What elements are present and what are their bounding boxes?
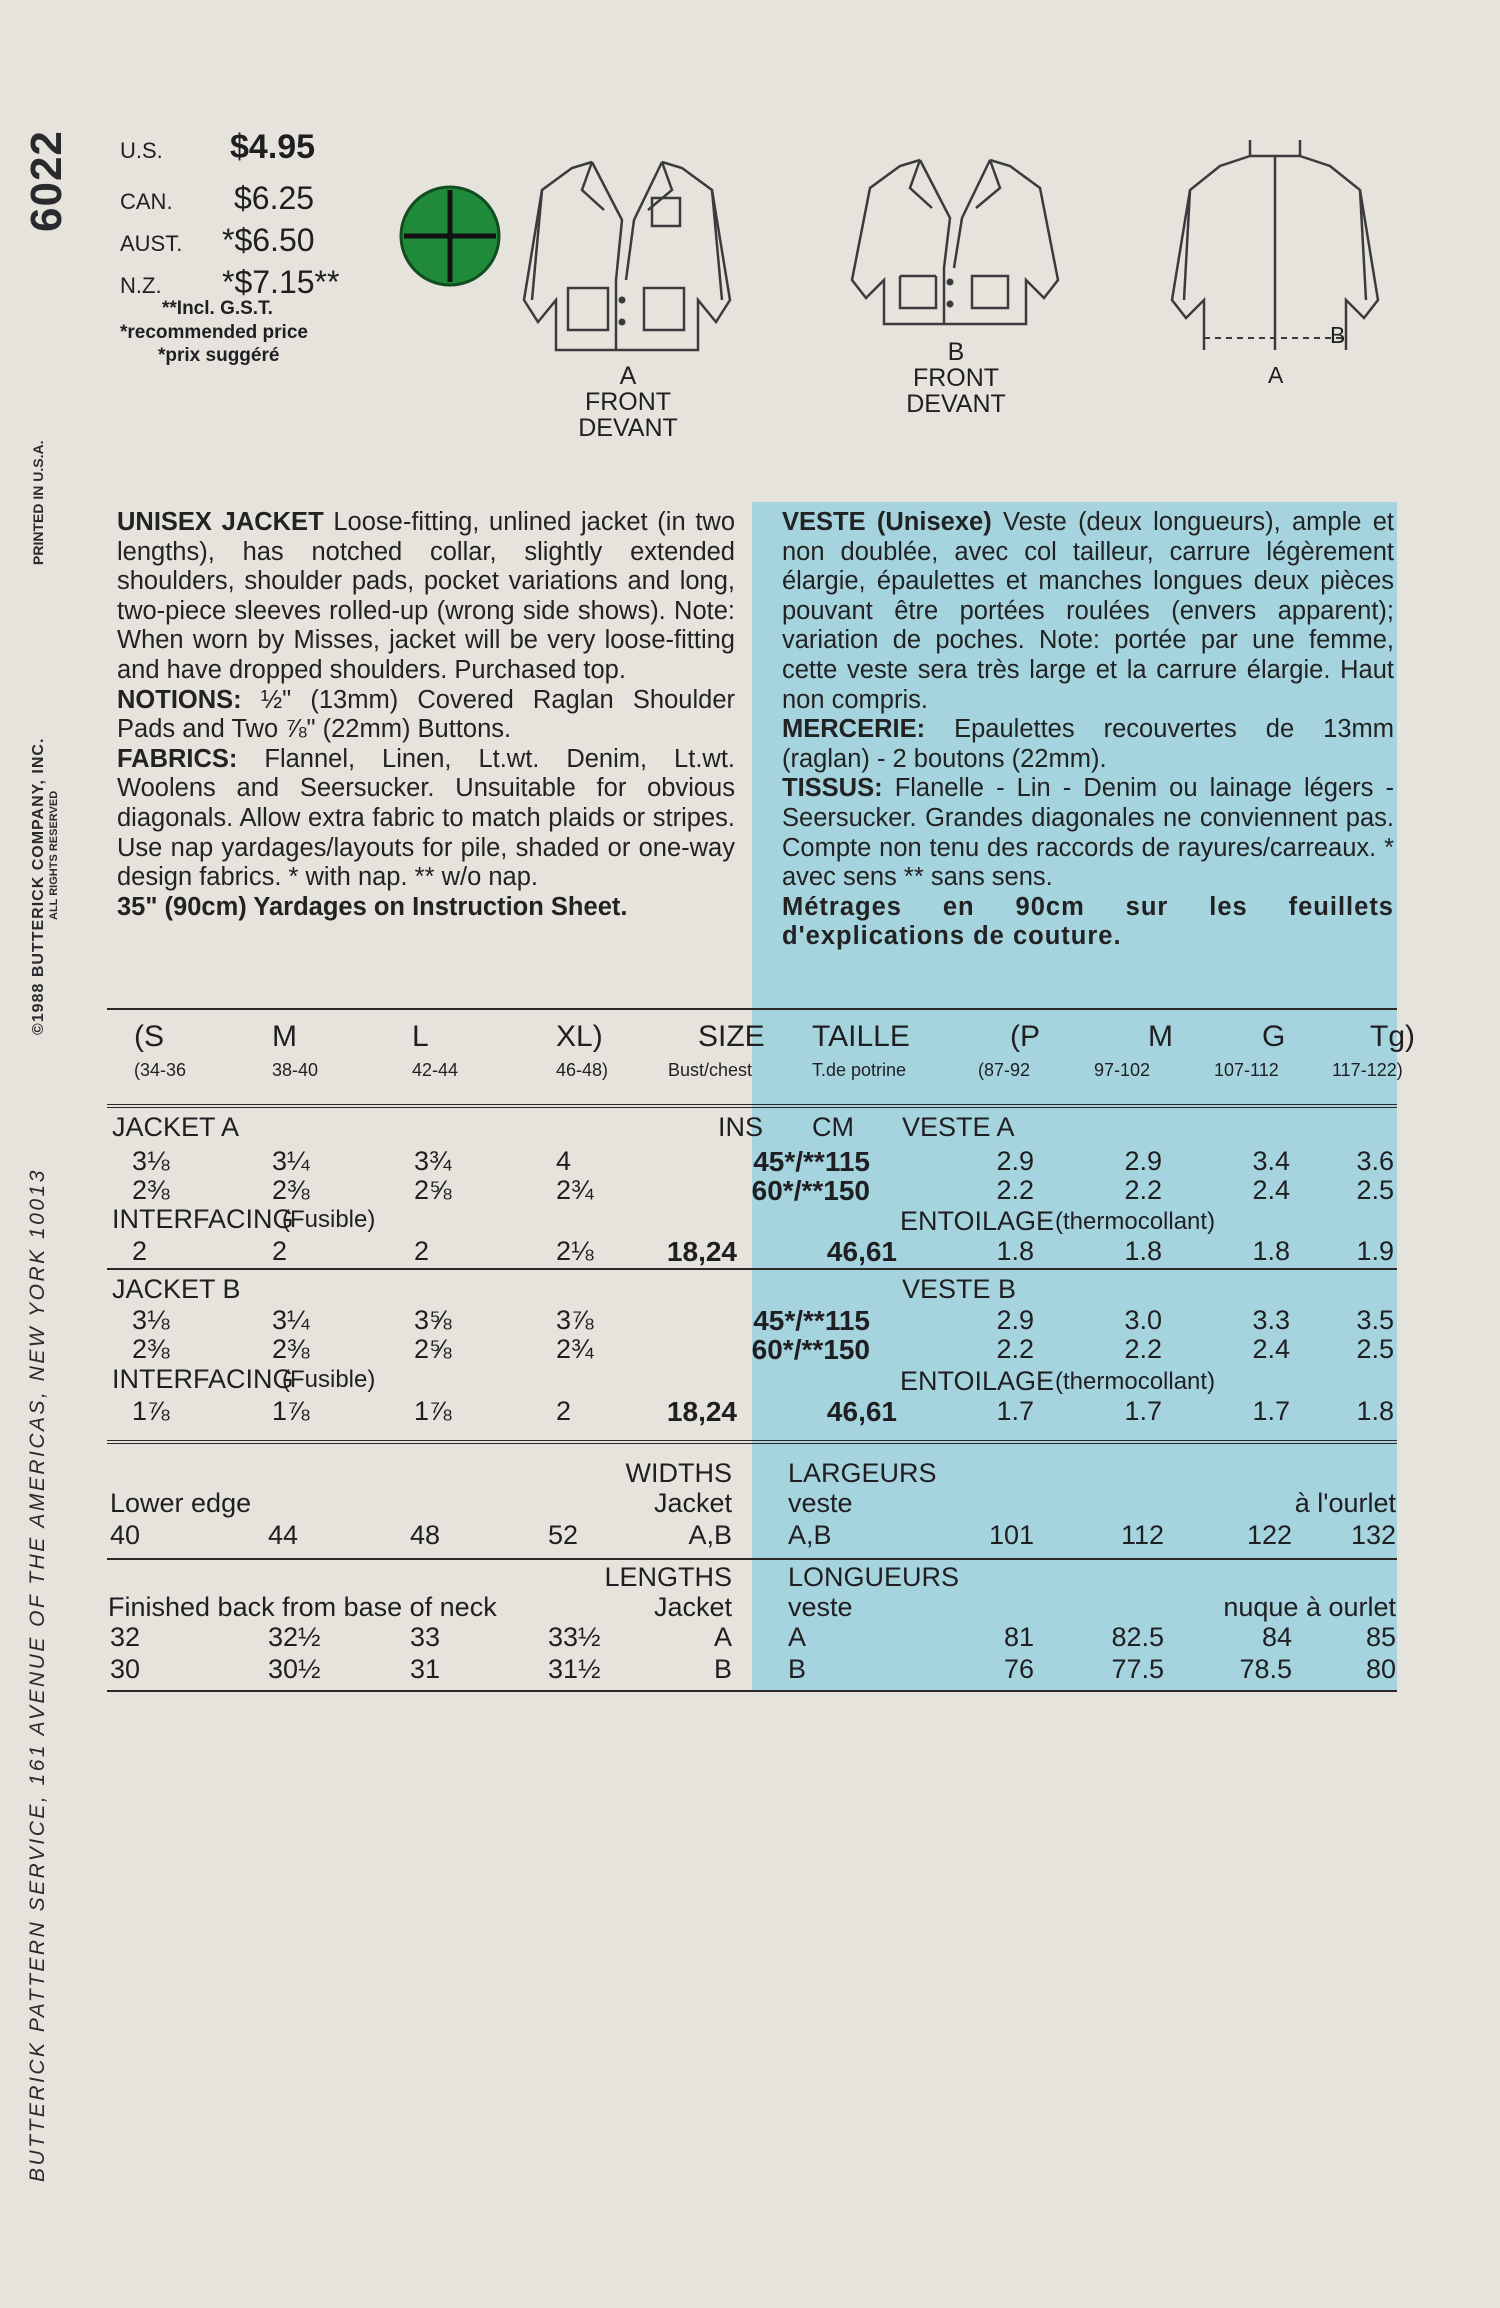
widths-row-fr-2: 122: [1246, 1520, 1292, 1550]
price-aust: [120, 222, 315, 259]
lengths-row-1-fr-3: 85: [1365, 1622, 1396, 1652]
lengths-row-2-fr-0: 76: [1003, 1654, 1034, 1684]
lengths-row-1-fr-0: 81: [1003, 1622, 1034, 1652]
copyright-notice: ©1988 BUTTERICK COMPANY, INC.: [30, 737, 47, 1035]
interfacing-a-row-fr-3: 1.9: [1356, 1236, 1394, 1266]
price-nz-value: *$7.15**: [222, 264, 340, 300]
price-us-label: U.S.: [120, 138, 163, 163]
publisher-address: BUTTERICK PATTERN SERVICE, 161 AVENUE OF THE AMERICAS, NEW YORK 10013: [26, 1168, 49, 2182]
view-b-front-label: FRONT: [912, 364, 1000, 392]
jacket-b-row-2-inscm: 60*/**150: [751, 1334, 870, 1365]
taille-label: TAILLE: [812, 1020, 910, 1053]
lengths-row-2-veste: B: [788, 1654, 807, 1684]
veste-a-label: VESTE A: [902, 1112, 1015, 1142]
jacket-b-row-1-fr-3: 3.5: [1356, 1305, 1394, 1335]
table-rule-header: [107, 1104, 1397, 1105]
gst-note: **Incl. G.S.T.: [162, 298, 273, 319]
price-us-value: $4.95: [230, 128, 316, 166]
largeurs-label: LARGEURS: [788, 1458, 937, 1488]
interfacing-b-row-cm: 46,61: [826, 1396, 897, 1427]
view-a-front-label: FRONT: [584, 388, 672, 416]
fabrics-text: Flannel, Linen, Lt.wt. Denim, Lt.wt. Woolens and Seersucker. Unsuitable for obvious diagonals. Allow extra fabric to match plaids or stripes. Use nap yardages/layouts for pile, shaded or one-way design fabrics. * with nap. ** w/o nap.: [117, 744, 735, 892]
jacket-b-row-1-fr-1: 3.0: [1124, 1305, 1162, 1335]
view-a-front-letter: A: [619, 362, 637, 390]
lengths-row-2-us-3: 31½: [548, 1654, 601, 1684]
finished-back-label: Finished back from base of neck: [108, 1592, 497, 1622]
jacket-b-row-2-us-2: 2⅝: [414, 1334, 452, 1364]
widths-row-fr-1: 112: [1120, 1520, 1164, 1550]
jacket-b-row-2-us-1: 2⅜: [272, 1334, 310, 1364]
lengths-jacket-label: Jacket: [653, 1592, 732, 1622]
lengths-row-2-fr-2: 78.5: [1239, 1654, 1292, 1684]
size-fr-header-1: M: [1148, 1020, 1173, 1053]
size-fr-header-0: (P: [1010, 1020, 1040, 1053]
size-fr-header-3: Tg): [1370, 1020, 1415, 1053]
size-header-3: XL): [556, 1020, 603, 1053]
table-rule-widths: [107, 1440, 1397, 1441]
interfacing-a-row-fr-2: 1.8: [1252, 1236, 1290, 1266]
interfacing-b-row-us-3: 2: [556, 1396, 572, 1426]
ins-label: INS: [718, 1112, 764, 1142]
interfacing-a-row-ins: 18,24: [666, 1236, 737, 1267]
price-us: [120, 128, 315, 167]
desc-fr-body: Veste (deux longueurs), ample et non doublée, avec col tailleur, carrure légèrement élargie, épaulettes et manches longues deux pièces pouvant être portées roulées (envers apparent); variation de poches. Note: portée par une femme, cette veste sera très large et la carrure élargie. Haut non compris.: [782, 508, 1394, 714]
interfacing-b-label: INTERFACING: [112, 1364, 294, 1394]
desc-en-body: Loose-fitting, unlined jacket (in two lengths), has notched collar, slightly extended shoulders, shoulder pads, pocket variations and long, two-piece sleeves rolled-up (wrong side shows). Note: When worn by Misses, jacket will be very loose-fitting and have dropped shoulders. Purchased top.: [117, 508, 736, 684]
interfacing-a-row-us-2: 2: [414, 1236, 430, 1266]
table-rule-lengths: [107, 1558, 1397, 1560]
jacket-a-row-2-fr-2: 2.4: [1252, 1175, 1290, 1205]
interfacing-a-row-cm: 46,61: [826, 1236, 897, 1267]
bust-fr-header-0: (87-92: [978, 1060, 1031, 1080]
jacket-a-row-2-us-0: 2⅜: [132, 1175, 170, 1205]
lengths-row-1-us-3: 33½: [548, 1622, 601, 1652]
jacket-a-row-1-us-2: 3¾: [414, 1146, 452, 1176]
jacket-b-row-2-fr-0: 2.2: [996, 1334, 1034, 1364]
fusible-a-label: (Fusible): [282, 1206, 376, 1233]
jacket-b-row-1-us-1: 3¼: [272, 1305, 310, 1335]
jacket-a-row-1-inscm: 45*/**115: [753, 1146, 870, 1177]
jacket-b-row-1-inscm: 45*/**115: [753, 1305, 870, 1336]
widths-row-fr-0: 101: [988, 1520, 1034, 1550]
jacket-b-row-1-fr-0: 2.9: [996, 1305, 1034, 1335]
notions-text: ½" (13mm) Covered Raglan Shoulder Pads and Two ⅞" (22mm) Buttons.: [117, 685, 735, 744]
yardages-note: 35" (90cm) Yardages on Instruction Sheet.: [117, 892, 628, 921]
interfacing-a-row-us-3: 2⅛: [556, 1236, 594, 1266]
interfacing-a-row-us-0: 2: [132, 1236, 148, 1266]
lengths-row-2-us-1: 30½: [268, 1654, 321, 1684]
jacket-b-row-2-fr-3: 2.5: [1356, 1334, 1394, 1364]
green-target-icon: [398, 184, 502, 288]
jacket-b-row-1-us-0: 3⅛: [132, 1305, 170, 1335]
jacket-a-row-1-fr-3: 3.6: [1356, 1146, 1394, 1176]
longueurs-label: LONGUEURS: [788, 1562, 960, 1592]
price-can-label: CAN.: [120, 189, 173, 214]
price-nz: [120, 264, 339, 301]
jacket-a-label: JACKET A: [112, 1112, 240, 1142]
jacket-a-row-1-us-0: 3⅛: [132, 1146, 170, 1176]
rights-reserved: ALL RIGHTS RESERVED: [48, 790, 60, 920]
taille-sub-label: T.de potrine: [812, 1060, 907, 1080]
mercerie-text: Epaulettes recouvertes de 13mm (raglan) - 2 boutons (22mm).: [782, 715, 1394, 773]
lengths-row-1-us-0: 32: [110, 1622, 141, 1652]
view-a-devant-label: DEVANT: [578, 414, 678, 442]
jacket-a-row-2-fr-0: 2.2: [996, 1175, 1034, 1205]
lengths-row-1-us-2: 33: [410, 1622, 441, 1652]
bust-header-1: 38-40: [272, 1060, 319, 1080]
printed-in-usa: PRINTED IN U.S.A.: [30, 440, 46, 565]
french-description: [782, 508, 1394, 952]
tissus-text: Flanelle - Lin - Denim ou lainage légers - Seersucker. Grandes diagonales ne conviennent pas. Compte non tenu des raccords de rayures/carreaux. * avec sens ** sans sens.: [782, 774, 1394, 892]
view-b-front-letter: B: [947, 338, 965, 366]
widths-row-fr-3: 132: [1350, 1520, 1396, 1550]
size-label: SIZE: [698, 1020, 765, 1053]
jacket-b-row-2-us-0: 2⅜: [132, 1334, 170, 1364]
interfacing-b-row-us-0: 1⅞: [132, 1396, 170, 1426]
lengths-row-2-us-2: 31: [410, 1654, 441, 1684]
fusible-b-label: (Fusible): [282, 1366, 376, 1393]
jacket-b-row-1-fr-2: 3.3: [1252, 1305, 1290, 1335]
jacket-b-row-2-us-3: 2¾: [556, 1334, 594, 1364]
bust-fr-header-3: 117-122): [1332, 1060, 1403, 1080]
widths-label: WIDTHS: [625, 1458, 732, 1488]
entoilage-b-label: ENTOILAGE: [900, 1366, 1055, 1396]
back-view-a-letter: A: [1268, 362, 1284, 388]
desc-en-title: UNISEX JACKET: [117, 508, 324, 536]
thermo-b-label: (thermocollant): [1055, 1368, 1216, 1395]
lengths-row-1-fr-1: 82.5: [1111, 1622, 1164, 1652]
price-can-value: $6.25: [234, 180, 315, 216]
jacket-a-row-2-us-3: 2¾: [556, 1175, 594, 1205]
jacket-back-illustration: [1160, 130, 1390, 350]
jacket-a-row-2-fr-1: 2.2: [1124, 1175, 1162, 1205]
jacket-b-front-illustration: [840, 148, 1070, 338]
back-view-b-letter: B: [1330, 322, 1346, 348]
lower-edge-label: Lower edge: [110, 1488, 252, 1518]
jacket-a-row-1-fr-2: 3.4: [1252, 1146, 1290, 1176]
lengths-row-1-jacket: A: [713, 1622, 732, 1652]
table-rule-top: [107, 1008, 1397, 1010]
pattern-number: 6022: [22, 130, 71, 232]
lengths-row-2-fr-1: 77.5: [1111, 1654, 1164, 1684]
widths-row-us-3: 52: [548, 1520, 579, 1550]
english-description: [117, 508, 735, 922]
price-aust-value: *$6.50: [222, 222, 315, 258]
table-rule-bottom: [107, 1690, 1397, 1692]
interfacing-b-row-fr-3: 1.8: [1356, 1396, 1394, 1426]
widths-row-us-2: 48: [410, 1520, 441, 1550]
size-header-0: (S: [134, 1020, 164, 1053]
table-rule-jacket-b: [107, 1268, 1397, 1270]
price-aust-label: AUST.: [120, 231, 183, 256]
size-sub-label: Bust/chest: [668, 1060, 753, 1080]
fabrics-label: FABRICS:: [117, 744, 238, 773]
bust-header-2: 42-44: [412, 1060, 459, 1080]
widths-row-us-0: 40: [110, 1520, 141, 1550]
jacket-a-row-1-fr-1: 2.9: [1124, 1146, 1162, 1176]
interfacing-b-row-fr-2: 1.7: [1252, 1396, 1290, 1426]
size-header-2: L: [412, 1020, 429, 1053]
jacket-b-row-2-fr-2: 2.4: [1252, 1334, 1290, 1364]
nuque-label: nuque à ourlet: [1223, 1592, 1396, 1622]
suggested-price-note: *prix suggéré: [158, 345, 280, 366]
interfacing-a-row-us-1: 2: [272, 1236, 288, 1266]
jacket-b-label: JACKET B: [112, 1274, 241, 1304]
interfacing-b-row-fr-0: 1.7: [996, 1396, 1034, 1426]
interfacing-a-row-fr-0: 1.8: [996, 1236, 1034, 1266]
size-fr-header-2: G: [1262, 1020, 1286, 1053]
lengths-veste-label: veste: [788, 1592, 853, 1622]
interfacing-b-row-us-1: 1⅞: [272, 1396, 310, 1426]
widths-row-us-1: 44: [268, 1520, 299, 1550]
jacket-b-row-1-us-3: 3⅞: [556, 1305, 594, 1335]
interfacing-a-row-fr-1: 1.8: [1124, 1236, 1162, 1266]
lengths-row-1-veste: A: [788, 1622, 807, 1652]
veste-b-label: VESTE B: [902, 1274, 1017, 1304]
interfacing-b-row-fr-1: 1.7: [1124, 1396, 1162, 1426]
jacket-a-row-2-us-2: 2⅝: [414, 1175, 452, 1205]
lengths-row-2-fr-3: 80: [1365, 1654, 1396, 1684]
widths-veste-label: veste: [788, 1488, 853, 1518]
thermo-a-label: (thermocollant): [1055, 1208, 1216, 1235]
jacket-a-front-illustration: [512, 150, 742, 360]
a-lourlet-label: à l'ourlet: [1294, 1488, 1396, 1518]
widths-row-veste: A,B: [788, 1520, 832, 1550]
metrages-note: Métrages en 90cm sur les feuillets d'explications de couture.: [782, 892, 1394, 951]
lengths-row-1-us-1: 32½: [268, 1622, 321, 1652]
jacket-b-row-1-us-2: 3⅝: [414, 1305, 452, 1335]
cm-label: CM: [812, 1112, 854, 1142]
size-header-1: M: [272, 1020, 297, 1053]
bust-header-3: 46-48): [556, 1060, 609, 1080]
lengths-label: LENGTHS: [604, 1562, 732, 1592]
interfacing-b-row-us-2: 1⅞: [414, 1396, 452, 1426]
view-b-devant-label: DEVANT: [906, 390, 1006, 418]
lengths-row-1-fr-2: 84: [1261, 1622, 1292, 1652]
jacket-b-row-2-fr-1: 2.2: [1124, 1334, 1162, 1364]
jacket-a-row-2-fr-3: 2.5: [1356, 1175, 1394, 1205]
jacket-a-row-1-us-1: 3¼: [272, 1146, 310, 1176]
desc-fr-title: VESTE (Unisexe): [782, 508, 992, 536]
bust-header-0: (34-36: [134, 1060, 187, 1080]
interfacing-b-row-ins: 18,24: [666, 1396, 737, 1427]
interfacing-a-label: INTERFACING: [112, 1204, 294, 1234]
widths-row-jacket: A,B: [688, 1520, 732, 1550]
bust-fr-header-1: 97-102: [1094, 1060, 1151, 1080]
price-can: [120, 180, 314, 217]
lengths-row-2-jacket: B: [713, 1654, 732, 1684]
notions-label: NOTIONS:: [117, 685, 242, 714]
jacket-a-row-2-inscm: 60*/**150: [751, 1175, 870, 1206]
jacket-a-row-1-us-3: 4: [556, 1146, 572, 1176]
entoilage-a-label: ENTOILAGE: [900, 1206, 1055, 1236]
jacket-a-row-2-us-1: 2⅜: [272, 1175, 310, 1205]
mercerie-label: MERCERIE:: [782, 715, 926, 744]
price-nz-label: N.Z.: [120, 273, 162, 298]
recommended-price-note: *recommended price: [120, 322, 308, 343]
lengths-row-2-us-0: 30: [110, 1654, 141, 1684]
bust-fr-header-2: 107-112: [1214, 1060, 1279, 1080]
jacket-a-row-1-fr-0: 2.9: [996, 1146, 1034, 1176]
tissus-label: TISSUS:: [782, 774, 883, 803]
widths-jacket-label: Jacket: [653, 1488, 732, 1518]
